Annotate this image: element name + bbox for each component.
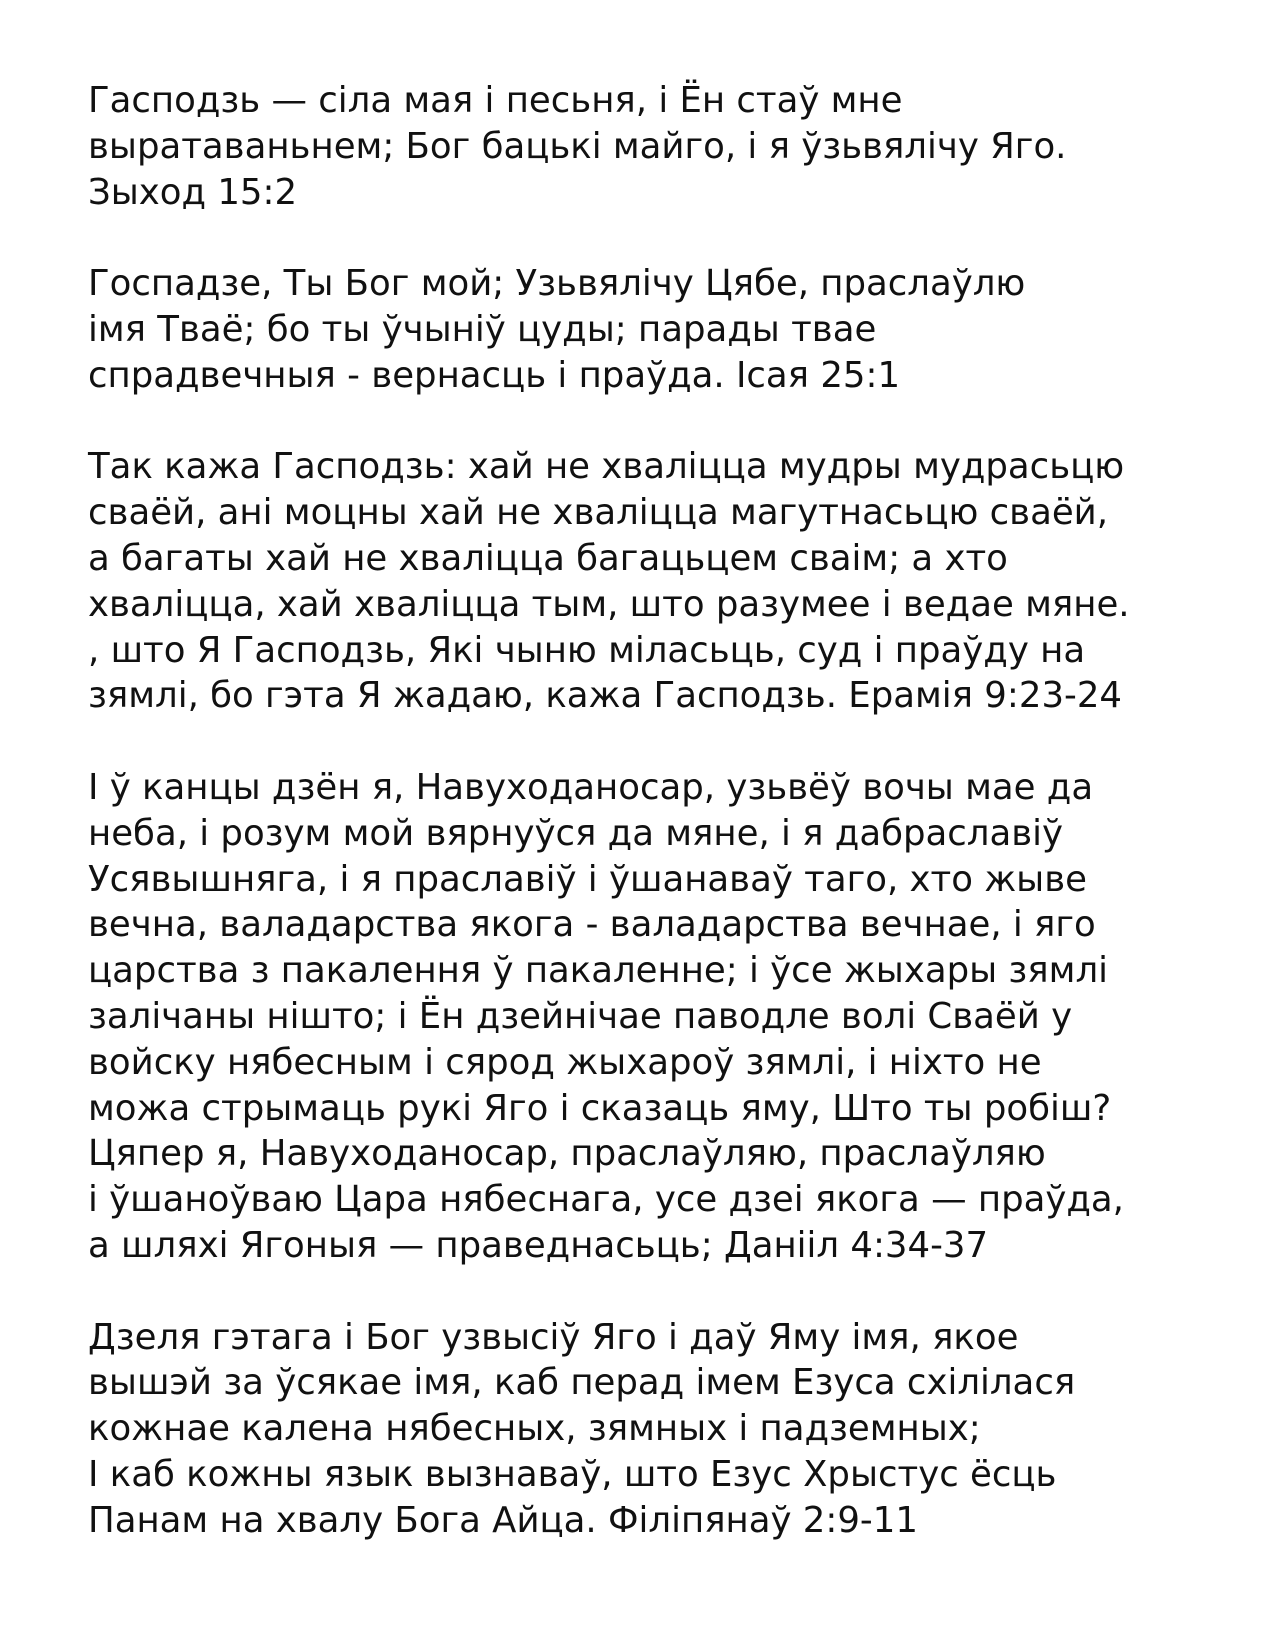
passage-daniel — [88, 765, 1239, 1269]
passage-spacer — [88, 1269, 1239, 1315]
passage-line: Дзеля гэтага і Бог узвысіў Яго і даў Яму імя, якое — [88, 1316, 1019, 1358]
passage-line: вечна, валадарства якога - валадарства вечнае, і яго — [88, 904, 1096, 946]
passage-line: Зыход 15:2 — [88, 171, 298, 213]
passage-exodus — [88, 78, 1239, 215]
passage-line: спрадвечныя - вернасць і праўда. Ісая 25:1 — [88, 354, 901, 396]
passage-line: Госпадзе, Ты Бог мой; Узьвялічу Цябе, праслаўлю — [88, 263, 1026, 305]
passage-line: можа стрымаць рукі Яго і сказаць яму, Што ты робіш? — [88, 1087, 1112, 1129]
passage-line: войску нябесным і сярод жыхароў зямлі, і ніхто не — [88, 1041, 1042, 1083]
passage-isaiah — [88, 261, 1239, 398]
passage-philippians — [88, 1315, 1239, 1544]
passage-line: Гасподзь — сіла мая і песьня, і Ён стаў мне — [88, 80, 903, 121]
passage-line: Цяпер я, Навуходаносар, праслаўляю, праслаўляю — [88, 1133, 1046, 1175]
passage-line: залічаны ніштo; і Ён дзейнічае паводле волі Сваёй у — [88, 995, 1073, 1037]
passage-line: і ўшаноўваю Цара нябеснага, усе дзеі якога — праўда, — [88, 1179, 1124, 1221]
passage-line: зямлі, бо гэта Я жадаю, кажа Гасподзь. Ерамія 9:23-24 — [88, 675, 1123, 717]
passage-line: імя Тваё; бо ты ўчыніў цуды; парады твае — [88, 308, 877, 350]
passage-jeremiah — [88, 444, 1239, 719]
passage-line: вышэй за ўсякае імя, каб перад імем Езуса схілілася — [88, 1362, 1076, 1404]
passage-line: Так кажа Гасподзь: хай не хваліцца мудры мудрасьцю — [88, 446, 1125, 488]
passage-line: хваліцца, хай хваліцца тым, што разумее і ведае мяне. — [88, 583, 1130, 625]
passage-line: а багаты хай не хваліцца багацьцем сваім; а хто — [88, 537, 1008, 579]
passage-line: неба, і розум мой вярнуўся да мяне, і я дабраславіў — [88, 812, 1064, 854]
passage-line: кожнае калена нябесных, зямных і падземных; — [88, 1408, 981, 1450]
passage-line: Панам на хвалу Бога Айца. Філіпянаў 2:9-11 — [88, 1499, 918, 1541]
passage-line: выратаваньнем; Бог бацькі майго, і я ўзьвялічу Яго. — [88, 125, 1067, 167]
passage-line: , што Я Гасподзь, Які чыню міласьць, суд і праўду на — [88, 629, 1086, 671]
passage-spacer — [88, 215, 1239, 261]
passage-line: сваёй, ані моцны хай не хваліцца магутнасьцю сваёй, — [88, 492, 1109, 534]
passage-line: а шляхі Ягоныя — праведнасьць; Данііл 4:34-37 — [88, 1224, 989, 1266]
passage-spacer — [88, 719, 1239, 765]
passage-spacer — [88, 399, 1239, 445]
passage-line: І ў канцы дзён я, Навуходаносар, узьвёў вочы мае да — [88, 766, 1094, 808]
passage-line: І каб кожны язык вызнаваў, што Езус Хрыстус ёсць — [88, 1453, 1057, 1495]
passage-line: царства з пакалення ў пакаленне; і ўсе жыхары зямлі — [88, 950, 1109, 992]
passage-line: Усявышняга, і я праславіў і ўшанаваў таго, хто жыве — [88, 858, 1087, 900]
